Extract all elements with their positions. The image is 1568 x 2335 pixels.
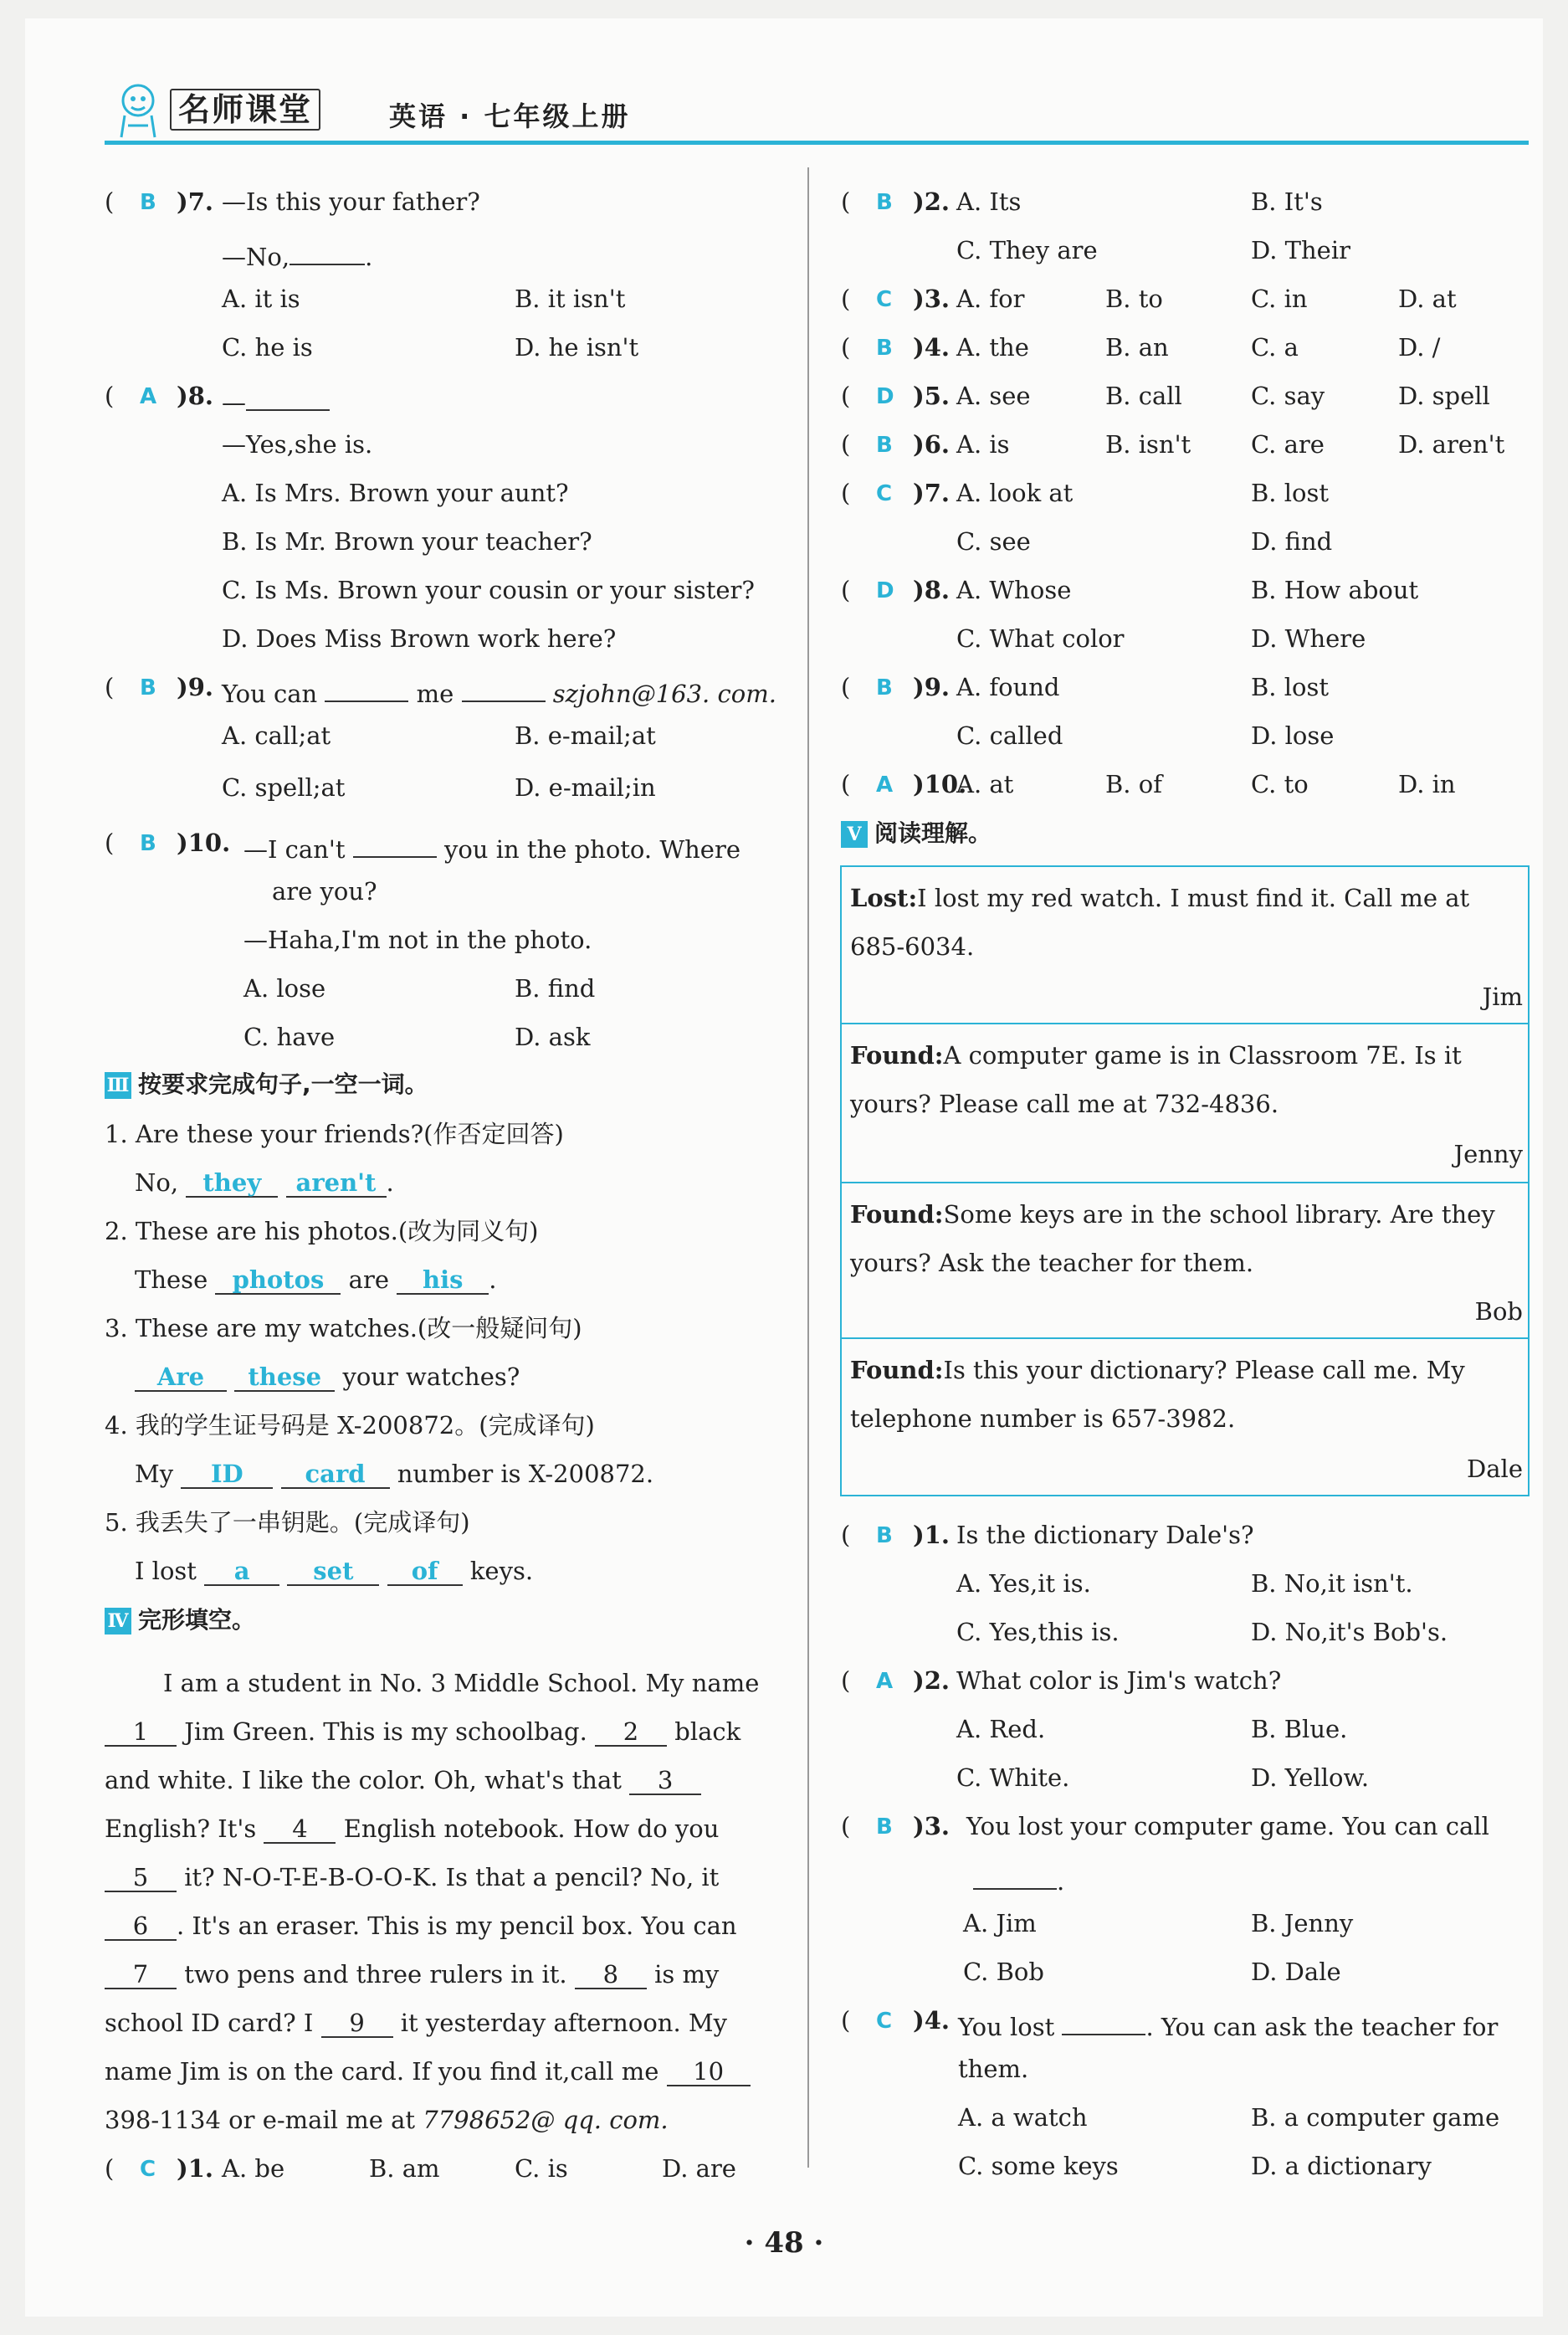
column-divider [807,167,809,2168]
answer: B [140,675,156,700]
mascot-icon [105,74,180,141]
notice-lost: Lost:I lost my red watch. I must find it. Call me at 685-6034. Jim [842,867,1528,1024]
answer: B [140,190,156,215]
answer: B [140,831,156,856]
section-4-heading: Ⅳ 完形填空。 [105,1608,255,1634]
notice-found-keys: Found:Some keys are in the school library. Are they yours? Ask the teacher for them. Bob [842,1183,1528,1339]
header-rule [105,141,1529,145]
subject-title: 英语 · 七年级上册 [389,100,631,132]
answer: A [140,384,157,409]
answer: C [140,2157,156,2182]
section-3-heading: Ⅲ 按要求完成句子,一空一词。 [105,1072,428,1099]
notice-board [840,865,1530,1496]
header [105,74,1527,141]
page-number: · 48 · [744,2226,824,2260]
section-5-heading: Ⅴ 阅读理解。 [841,821,992,848]
notice-found-dictionary: Found:Is this your dictionary? Please call me. My telephone number is 657-3982. Dale [850,1356,1523,1483]
brand-title: 名师课堂 [170,89,320,131]
notice-found-game: Found:A computer game is in Classroom 7E. Is it yours? Please call me at 732-4836. Jenny [842,1024,1528,1183]
answer: B [876,190,893,215]
